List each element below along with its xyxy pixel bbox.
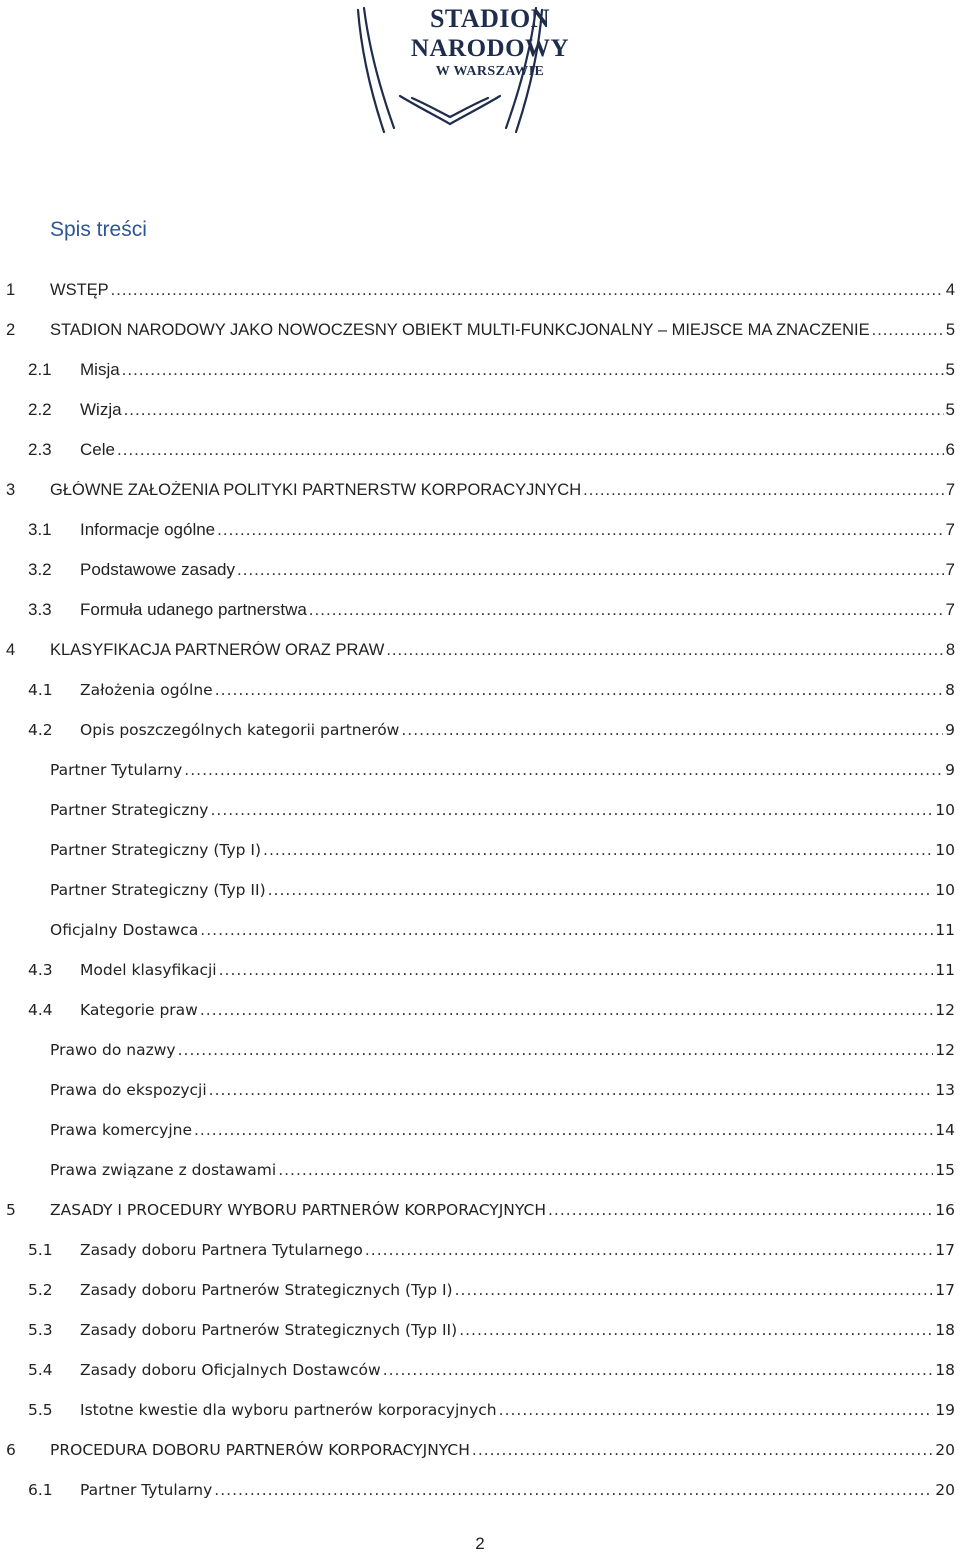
toc-entry-number: 6.1: [28, 1481, 53, 1499]
toc-entry-page: 12: [935, 1041, 955, 1059]
toc-entry-page: 17: [935, 1241, 955, 1259]
toc-entry[interactable]: [0, 510, 955, 550]
toc-entry[interactable]: [0, 1270, 955, 1310]
toc-entry-title: Partner Strategiczny (Typ I): [50, 841, 262, 859]
stadion-logo: [300, 0, 600, 140]
toc-entry-page: 14: [935, 1121, 955, 1139]
toc-dot-leader: [548, 1201, 933, 1219]
toc-entry[interactable]: [0, 910, 955, 950]
toc-entry[interactable]: [0, 310, 955, 350]
toc-entry-title: PROCEDURA DOBORU PARTNERÓW KORPORACYJNYCH: [50, 1441, 470, 1459]
toc-entry-page: 11: [935, 921, 955, 939]
toc-dot-leader: [499, 1401, 934, 1419]
toc-entry[interactable]: [0, 990, 955, 1030]
toc-entry-page: 20: [935, 1481, 955, 1499]
toc-dot-leader: [386, 641, 943, 660]
toc-entry-page: 19: [935, 1401, 955, 1419]
toc-entry[interactable]: [0, 630, 955, 670]
toc-entry-page: 7: [945, 600, 955, 619]
toc-entry-number: 4.2: [28, 721, 53, 739]
toc-entry[interactable]: [0, 1230, 955, 1270]
toc-entry[interactable]: [0, 830, 955, 870]
toc-dot-leader: [365, 1241, 933, 1259]
toc-dot-leader: [194, 1121, 933, 1139]
toc-dot-leader: [215, 681, 943, 699]
toc-entry[interactable]: [0, 750, 955, 790]
toc-entry-title: ZASADY I PROCEDURY WYBORU PARTNERÓW KORPORACYJNYCH: [50, 1201, 546, 1219]
toc-entry-number: 5.2: [28, 1281, 53, 1299]
toc-entry-page: 18: [935, 1321, 955, 1339]
toc-entry-number: 5.5: [28, 1401, 53, 1419]
toc-dot-leader: [117, 440, 944, 460]
toc-dot-leader: [122, 360, 944, 380]
toc-entry-number: 5.4: [28, 1361, 53, 1379]
toc-entry-number: 6: [6, 1441, 16, 1459]
toc-entry[interactable]: [0, 1030, 955, 1070]
toc-dot-leader: [209, 1081, 934, 1099]
toc-entry-page: 7: [945, 480, 955, 499]
toc-entry-title: Kategorie praw: [80, 1001, 198, 1019]
toc-entry-page: 17: [935, 1281, 955, 1299]
toc-entry-title: KLASYFIKACJA PARTNERÓW ORAZ PRAW: [50, 640, 385, 659]
toc-entry-title: Zasady doboru Partnerów Strategicznych (Typ I): [80, 1281, 453, 1299]
logo-line-2: NARODOWY: [410, 35, 570, 62]
toc-entry[interactable]: [0, 1350, 955, 1390]
toc-dot-leader: [210, 801, 933, 819]
toc-entry-title: STADION NARODOWY JAKO NOWOCZESNY OBIEKT MULTI-FUNKCJONALNY – MIEJSCE MA ZNACZENIE: [50, 320, 870, 339]
toc-entry-page: 13: [935, 1081, 955, 1099]
toc-entry-page: 5: [945, 360, 955, 379]
toc-entry-title: Partner Tytularny: [50, 761, 183, 779]
toc-entry[interactable]: [0, 1310, 955, 1350]
toc-dot-leader: [184, 761, 943, 779]
toc-entry-title: Partner Strategiczny (Typ II): [50, 881, 266, 899]
page-number: 2: [475, 1534, 485, 1553]
toc-entry-title: Cele: [80, 440, 115, 459]
toc-dot-leader: [268, 881, 934, 899]
toc-entry[interactable]: [0, 590, 955, 630]
toc-entry-title: Istotne kwestie dla wyboru partnerów korporacyjnych: [80, 1401, 497, 1419]
toc-entry-title: Informacje ogólne: [80, 520, 216, 539]
toc-entry-number: 3.1: [28, 520, 52, 539]
toc-entry[interactable]: [0, 550, 955, 590]
toc-dot-leader: [455, 1281, 934, 1299]
toc-entry-number: 1: [6, 280, 16, 299]
toc-entry-title: Misja: [80, 360, 120, 379]
toc-entry-title: Prawa do ekspozycji: [50, 1081, 207, 1099]
toc-dot-leader: [178, 1041, 934, 1059]
toc-entry-title: Zasady doboru Oficjalnych Dostawców: [80, 1361, 381, 1379]
toc-entry[interactable]: [0, 270, 955, 310]
toc-entry-number: 4: [6, 640, 16, 659]
toc-dot-leader: [200, 1001, 933, 1019]
toc-entry-page: 10: [935, 881, 955, 899]
toc-entry[interactable]: [0, 1430, 955, 1470]
toc-entry-page: 9: [945, 761, 955, 779]
toc-entry-number: 5.3: [28, 1321, 53, 1339]
toc-dot-leader: [309, 600, 944, 620]
toc-dot-leader: [237, 560, 944, 580]
toc-entry-number: 4.3: [28, 961, 53, 979]
toc-entry-title: Formuła udanego partnerstwa: [80, 600, 307, 619]
toc-entry-page: 10: [935, 841, 955, 859]
toc-dot-leader: [124, 400, 944, 420]
toc-entry-title: Zasady doboru Partnerów Strategicznych (Typ II): [80, 1321, 458, 1339]
toc-dot-leader: [263, 841, 933, 859]
toc-dot-leader: [459, 1321, 933, 1339]
toc-entry-title: Wizja: [80, 400, 122, 419]
toc-entry-title: WSTĘP: [50, 280, 109, 299]
toc-dot-leader: [111, 281, 944, 300]
toc-entry-page: 7: [945, 520, 955, 539]
toc-entry-number: 3: [6, 480, 16, 499]
toc-dot-leader: [278, 1161, 933, 1179]
toc-entry-title: Partner Strategiczny: [50, 801, 209, 819]
toc-entry[interactable]: [0, 670, 955, 710]
logo-line-3: W WARSZAWIE: [435, 64, 545, 79]
toc-entry-title: GŁÓWNE ZAŁOŻENIA POLITYKI PARTNERSTW KORPORACYJNYCH: [50, 480, 582, 499]
toc-dot-leader: [217, 520, 943, 540]
toc-entry-number: 2.3: [28, 440, 52, 459]
toc-entry[interactable]: [0, 1070, 955, 1110]
toc-entry-page: 15: [935, 1161, 955, 1179]
toc-dot-leader: [872, 321, 944, 340]
toc-entry-title: Oficjalny Dostawca: [50, 921, 199, 939]
toc-dot-leader: [583, 481, 944, 500]
toc-entry-title: Założenia ogólne: [80, 681, 213, 699]
toc-entry-number: 2: [6, 320, 16, 339]
logo-line-1: STADION: [429, 4, 551, 33]
toc-entry-number: 3.3: [28, 600, 52, 619]
toc-entry[interactable]: [0, 1470, 955, 1510]
toc-entry[interactable]: [0, 710, 955, 750]
toc-entry[interactable]: [0, 1190, 955, 1230]
toc-entry-page: 10: [935, 801, 955, 819]
toc-entry-page: 16: [935, 1201, 955, 1219]
toc-entry-page: 4: [945, 280, 955, 299]
toc-dot-leader: [401, 721, 943, 739]
toc-entry-title: Zasady doboru Partnera Tytularnego: [80, 1241, 363, 1259]
toc-entry-page: 18: [935, 1361, 955, 1379]
toc-entry-page: 7: [945, 560, 955, 579]
toc-heading: Spis treści: [50, 218, 147, 241]
toc-entry-page: 9: [945, 721, 955, 739]
toc-entry-number: 4.1: [28, 681, 53, 699]
toc-entry-page: 11: [935, 961, 955, 979]
toc-entry[interactable]: [0, 390, 955, 430]
toc-entry[interactable]: [0, 1150, 955, 1190]
toc-entry-number: 2.2: [28, 400, 52, 419]
toc-dot-leader: [200, 921, 933, 939]
toc-entry-page: 20: [935, 1441, 955, 1459]
toc-entry-title: Model klasyfikacji: [80, 961, 217, 979]
toc-entry-title: Prawa komercyjne: [50, 1121, 192, 1139]
toc-entry-title: Prawa związane z dostawami: [50, 1161, 277, 1179]
toc-entry[interactable]: [0, 430, 955, 470]
toc-entry-page: 8: [945, 681, 955, 699]
toc-entry-page: 6: [945, 440, 955, 459]
toc-entry[interactable]: [0, 950, 955, 990]
toc-entry-title: Podstawowe zasady: [80, 560, 235, 579]
toc-dot-leader: [219, 961, 934, 979]
toc-entry[interactable]: [0, 1110, 955, 1150]
toc-entry[interactable]: [0, 350, 955, 390]
toc-entry-page: 8: [945, 640, 955, 659]
toc-dot-leader: [472, 1441, 933, 1459]
toc-entry-title: Partner Tytularny: [80, 1481, 213, 1499]
toc-entry-number: 4.4: [28, 1001, 53, 1019]
toc-entry-title: Opis poszczególnych kategorii partnerów: [80, 721, 400, 739]
toc-entry-page: 5: [945, 320, 955, 339]
toc-entry[interactable]: [0, 470, 955, 510]
toc-entry-number: 5: [6, 1201, 16, 1219]
toc-dot-leader: [214, 1481, 933, 1499]
toc-entry[interactable]: [0, 790, 955, 830]
toc-entry[interactable]: [0, 870, 955, 910]
toc-entry-page: 12: [935, 1001, 955, 1019]
toc-entry[interactable]: [0, 1390, 955, 1430]
toc-entry-page: 5: [945, 400, 955, 419]
toc-dot-leader: [383, 1361, 934, 1379]
toc-entry-number: 3.2: [28, 560, 52, 579]
toc-entry-number: 2.1: [28, 360, 52, 379]
toc-entry-title: Prawo do nazwy: [50, 1041, 176, 1059]
toc-entry-number: 5.1: [28, 1241, 53, 1259]
